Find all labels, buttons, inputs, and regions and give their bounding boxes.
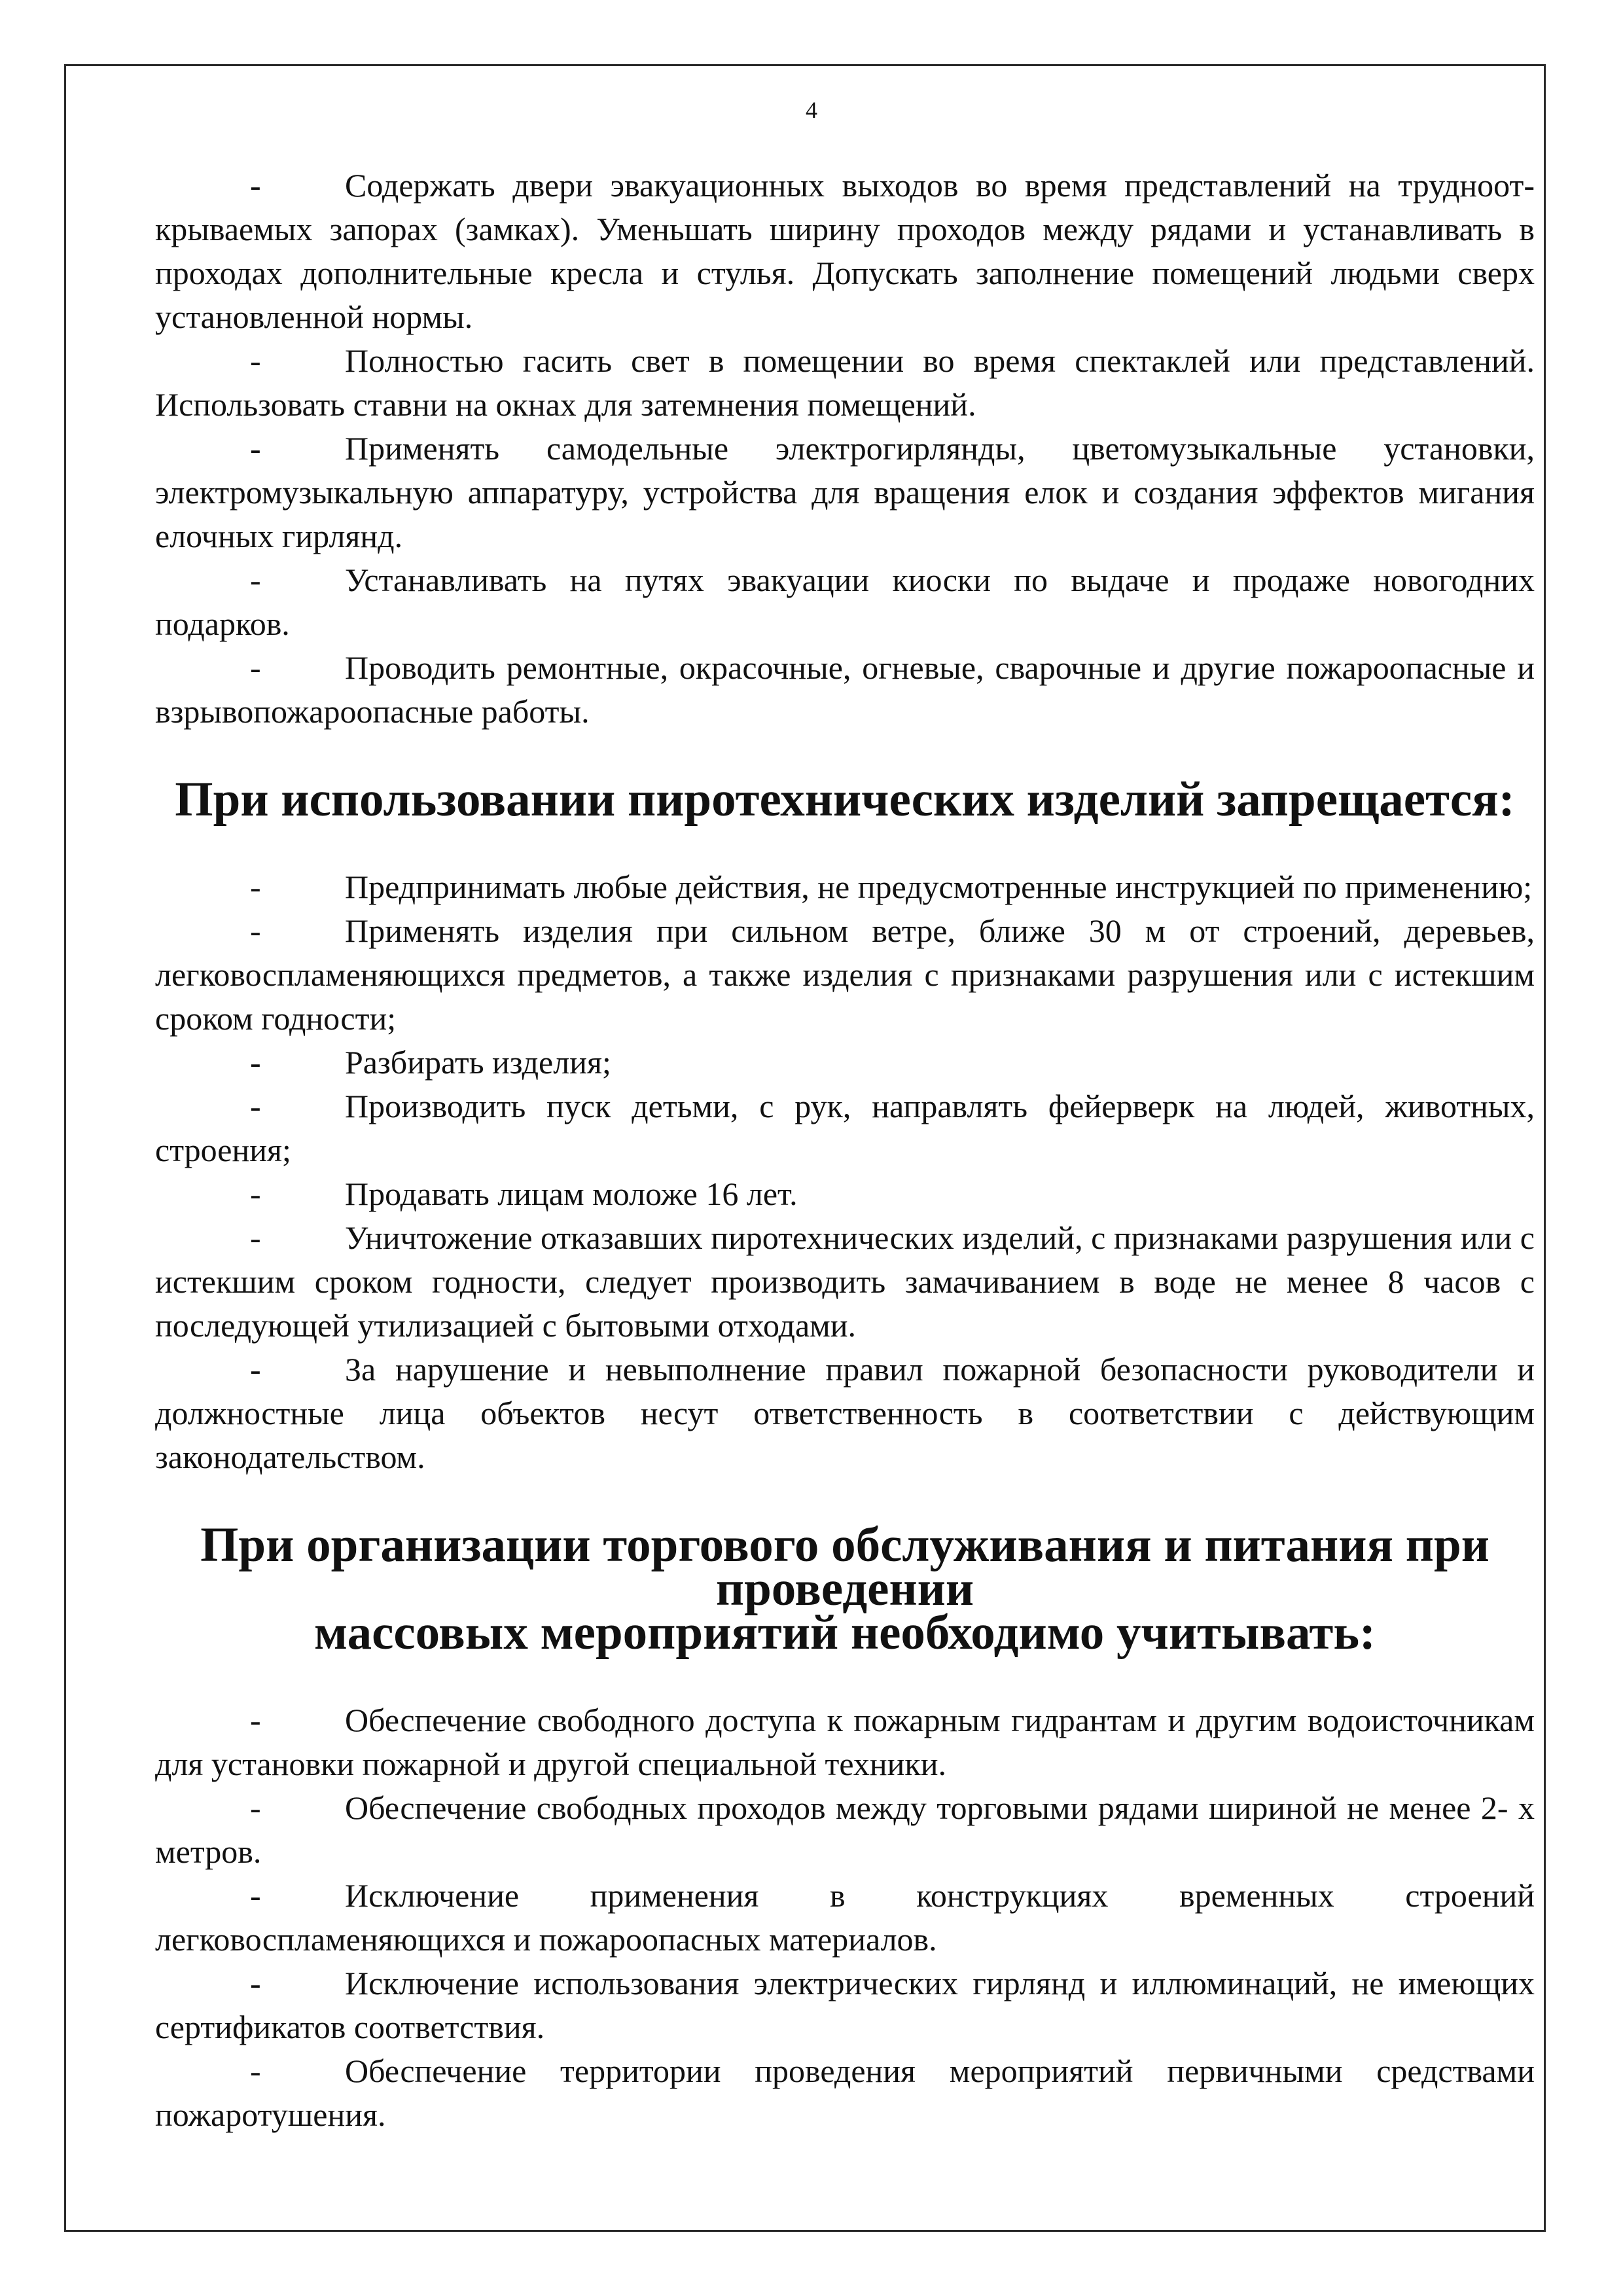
list-item bbox=[155, 1085, 1535, 1172]
list-item bbox=[155, 1786, 1535, 1874]
list-item-text: Обеспечение свободных проходов между торговыми рядами шириной не менее 2- х метров. bbox=[155, 1789, 1535, 1870]
list-item-text: Применять изделия при сильном ветре, ближе 30 м от строений, деревьев, легковоспламеняющихся предметов, а также изделия с признаками разрушения или с истекшим сроком годности; bbox=[155, 912, 1535, 1037]
list-dash: - bbox=[250, 1175, 261, 1212]
list-item-text: Предпринимать любые действия, не предусмотренные инструкцией по применению; bbox=[345, 869, 1533, 905]
section-pyrotechnics bbox=[155, 865, 1535, 1479]
list-item bbox=[155, 1962, 1535, 2049]
list-item bbox=[155, 1041, 1535, 1085]
section-general-prohibitions bbox=[155, 164, 1535, 734]
list-item-text: Производить пуск детьми, с рук, направлять фейерверк на людей, животных, строения; bbox=[155, 1088, 1535, 1168]
list-dash: - bbox=[250, 1219, 261, 1256]
list-dash: - bbox=[250, 562, 261, 598]
list-item-text: Исключение применения в конструкциях временных строений легковоспламеняющихся и пожароопасных материалов. bbox=[155, 1877, 1535, 1958]
list-item-text: Разбирать изделия; bbox=[345, 1044, 611, 1081]
list-item-text: За нарушение и невыполнение правил пожарной безопасности руководители и должностные лица объектов несут ответственность в соответствии с действующим законодательством. bbox=[155, 1351, 1535, 1475]
list-item bbox=[155, 865, 1535, 909]
list-item bbox=[155, 2049, 1535, 2137]
list-dash: - bbox=[250, 430, 261, 467]
list-item bbox=[155, 558, 1535, 646]
list-item bbox=[155, 164, 1535, 339]
list-item bbox=[155, 427, 1535, 558]
list-item-text: Проводить ремонтные, окрасочные, огневые, сварочные и другие пожароопасные и взрывопожароопасные работы. bbox=[155, 649, 1535, 730]
list-dash: - bbox=[250, 2053, 261, 2089]
list-dash: - bbox=[250, 912, 261, 949]
list-dash: - bbox=[250, 1877, 261, 1914]
list-item-text: Полностью гасить свет в помещении во время спектаклей или представлений. Использовать ставни на окнах для затемнения помещений. bbox=[155, 342, 1535, 423]
list-dash: - bbox=[250, 1965, 261, 2001]
list-item bbox=[155, 646, 1535, 734]
list-item-text: Обеспечение свободного доступа к пожарным гидрантам и другим водоисточникам для установки пожарной и другой специальной техники. bbox=[155, 1702, 1535, 1782]
list-dash: - bbox=[250, 342, 261, 379]
list-dash: - bbox=[250, 167, 261, 204]
list-item bbox=[155, 1348, 1535, 1479]
page-number: 4 bbox=[806, 97, 817, 123]
list-dash: - bbox=[250, 869, 261, 905]
list-item bbox=[155, 339, 1535, 427]
list-item-text: Продавать лицам моложе 16 лет. bbox=[345, 1175, 798, 1212]
list-item-text: Обеспечение территории проведения мероприятий первичными средствами пожаротушения. bbox=[155, 2053, 1535, 2133]
section-heading-pyrotechnics: При использовании пиротехнических изделий запрещается: bbox=[175, 772, 1515, 827]
list-dash: - bbox=[250, 1044, 261, 1081]
list-item bbox=[155, 1698, 1535, 1786]
section-trade bbox=[155, 1698, 1535, 2137]
list-dash: - bbox=[250, 1702, 261, 1738]
list-dash: - bbox=[250, 1088, 261, 1124]
section-heading-line: массовых мероприятий необходимо учитывать: bbox=[314, 1605, 1376, 1660]
section-heading-trade bbox=[155, 1518, 1535, 1660]
list-item bbox=[155, 1216, 1535, 1348]
list-dash: - bbox=[250, 649, 261, 686]
list-dash: - bbox=[250, 1351, 261, 1388]
list-item bbox=[155, 909, 1535, 1041]
list-item-text: Устанавливать на путях эвакуации киоски по выдаче и продаже новогодних подарков. bbox=[155, 562, 1535, 642]
document-body bbox=[155, 164, 1535, 2137]
list-item-text: Применять самодельные электрогирлянды, цветомузыкальные установки, электромузыкальную аппаратуру, устройства для вращения елок и создания эффектов мигания елочных гирлянд. bbox=[155, 430, 1535, 554]
section-heading-line: При организации торгового обслуживания и питания при проведении bbox=[200, 1518, 1489, 1616]
list-item bbox=[155, 1172, 1535, 1216]
list-item bbox=[155, 1874, 1535, 1962]
list-dash: - bbox=[250, 1789, 261, 1826]
list-item-text: Содержать двери эвакуационных выходов во время представлений на труднооткрываемых запорах (замках). Уменьшать ширину проходов между рядами и устанавливать в проходах дополнительные кресла и стулья. Допускать заполнение помещений людьми сверх установленной нормы. bbox=[155, 167, 1535, 335]
list-item-text: Исключение использования электрических гирлянд и иллюминаций, не имеющих сертификатов соответствия. bbox=[155, 1965, 1535, 2045]
list-item-text: Уничтожение отказавших пиротехнических изделий, с признаками разрушения или с истекшим сроком годности, следует производить замачиванием в воде не менее 8 часов с последующей утилизацией с бытовыми отходами. bbox=[155, 1219, 1535, 1344]
